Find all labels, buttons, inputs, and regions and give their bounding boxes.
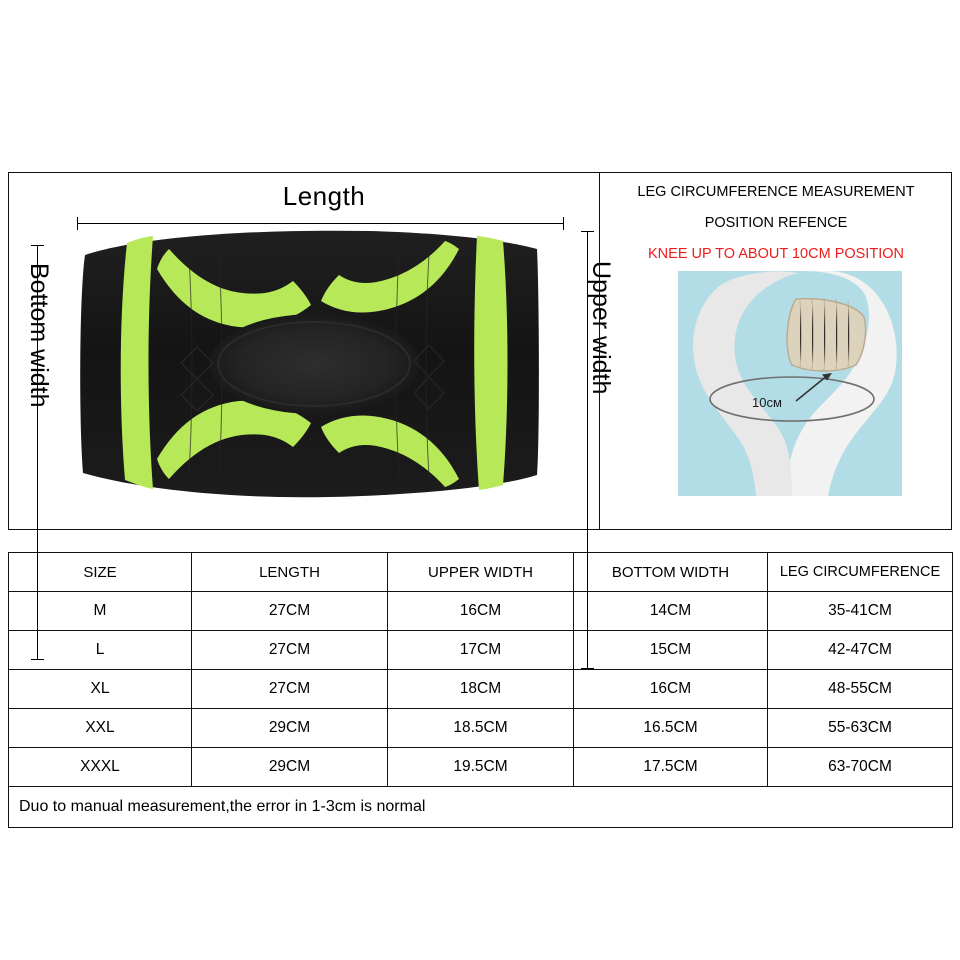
col-header-length: LENGTH — [192, 553, 388, 592]
reference-title-line1: LEG CIRCUMFERENCE MEASUREMENT — [637, 184, 915, 200]
cell-length: 29CM — [192, 748, 388, 787]
cell-upper-width: 19.5CM — [388, 748, 574, 787]
cell-length: 29CM — [192, 709, 388, 748]
cell-bottom-width: 14CM — [574, 592, 768, 631]
cell-leg-circumference: 42-47CM — [768, 631, 953, 670]
cell-upper-width: 18.5CM — [388, 709, 574, 748]
table-row — [9, 631, 953, 670]
reference-warning-line: KNEE UP TO ABOUT 10CM POSITION — [648, 246, 904, 262]
sleeve-illustration-area — [9, 173, 615, 529]
table-row — [9, 670, 953, 709]
length-line-bar — [77, 223, 564, 224]
table-header-row — [9, 553, 953, 592]
size-table-wrapper — [8, 552, 952, 828]
cell-bottom-width: 15CM — [574, 631, 768, 670]
length-line-cap-right — [563, 217, 564, 230]
upper-width-label: Upper width — [587, 261, 615, 395]
table-note-row — [9, 787, 953, 828]
size-table — [8, 552, 953, 828]
col-header-bottom-width: BOTTOM WIDTH — [574, 553, 768, 592]
cell-length: 27CM — [192, 592, 388, 631]
measurement-diagram-panel — [8, 172, 952, 530]
cell-upper-width: 18CM — [388, 670, 574, 709]
callout-10cm: 10см — [752, 395, 782, 410]
col-header-upper-width: UPPER WIDTH — [388, 553, 574, 592]
col-header-leg-circumference: LEG CIRCUMFERENCE — [768, 553, 953, 592]
reference-title-line2: POSITION REFENCE — [704, 215, 848, 231]
table-row — [9, 592, 953, 631]
cell-size: XXL — [9, 709, 192, 748]
table-row — [9, 748, 953, 787]
length-label: Length — [282, 181, 366, 211]
cell-size: XXXL — [9, 748, 192, 787]
cell-bottom-width: 16CM — [574, 670, 768, 709]
cell-size: L — [9, 631, 192, 670]
table-row — [9, 709, 953, 748]
cell-leg-circumference: 63-70CM — [768, 748, 953, 787]
bottom-width-cap-top — [31, 245, 44, 246]
cell-leg-circumference: 55-63CM — [768, 709, 953, 748]
cell-leg-circumference: 35-41CM — [768, 592, 953, 631]
cell-upper-width: 16CM — [388, 592, 574, 631]
leg-circumference-reference-area — [599, 173, 951, 529]
cell-length: 27CM — [192, 670, 388, 709]
cell-upper-width: 17CM — [388, 631, 574, 670]
cell-length: 27CM — [192, 631, 388, 670]
col-header-size: SIZE — [9, 553, 192, 592]
bottom-width-label: Bottom width — [25, 263, 53, 408]
cell-bottom-width: 17.5CM — [574, 748, 768, 787]
cell-bottom-width: 16.5CM — [574, 709, 768, 748]
cell-leg-circumference: 48-55CM — [768, 670, 953, 709]
cell-size: XL — [9, 670, 192, 709]
upper-width-cap-top — [581, 231, 594, 232]
knee-sleeve-product-image — [69, 227, 544, 501]
measurement-note: Duo to manual measurement,the error in 1-3cm is normal — [9, 787, 953, 828]
cell-size: M — [9, 592, 192, 631]
leg-reference-illustration — [678, 271, 902, 496]
